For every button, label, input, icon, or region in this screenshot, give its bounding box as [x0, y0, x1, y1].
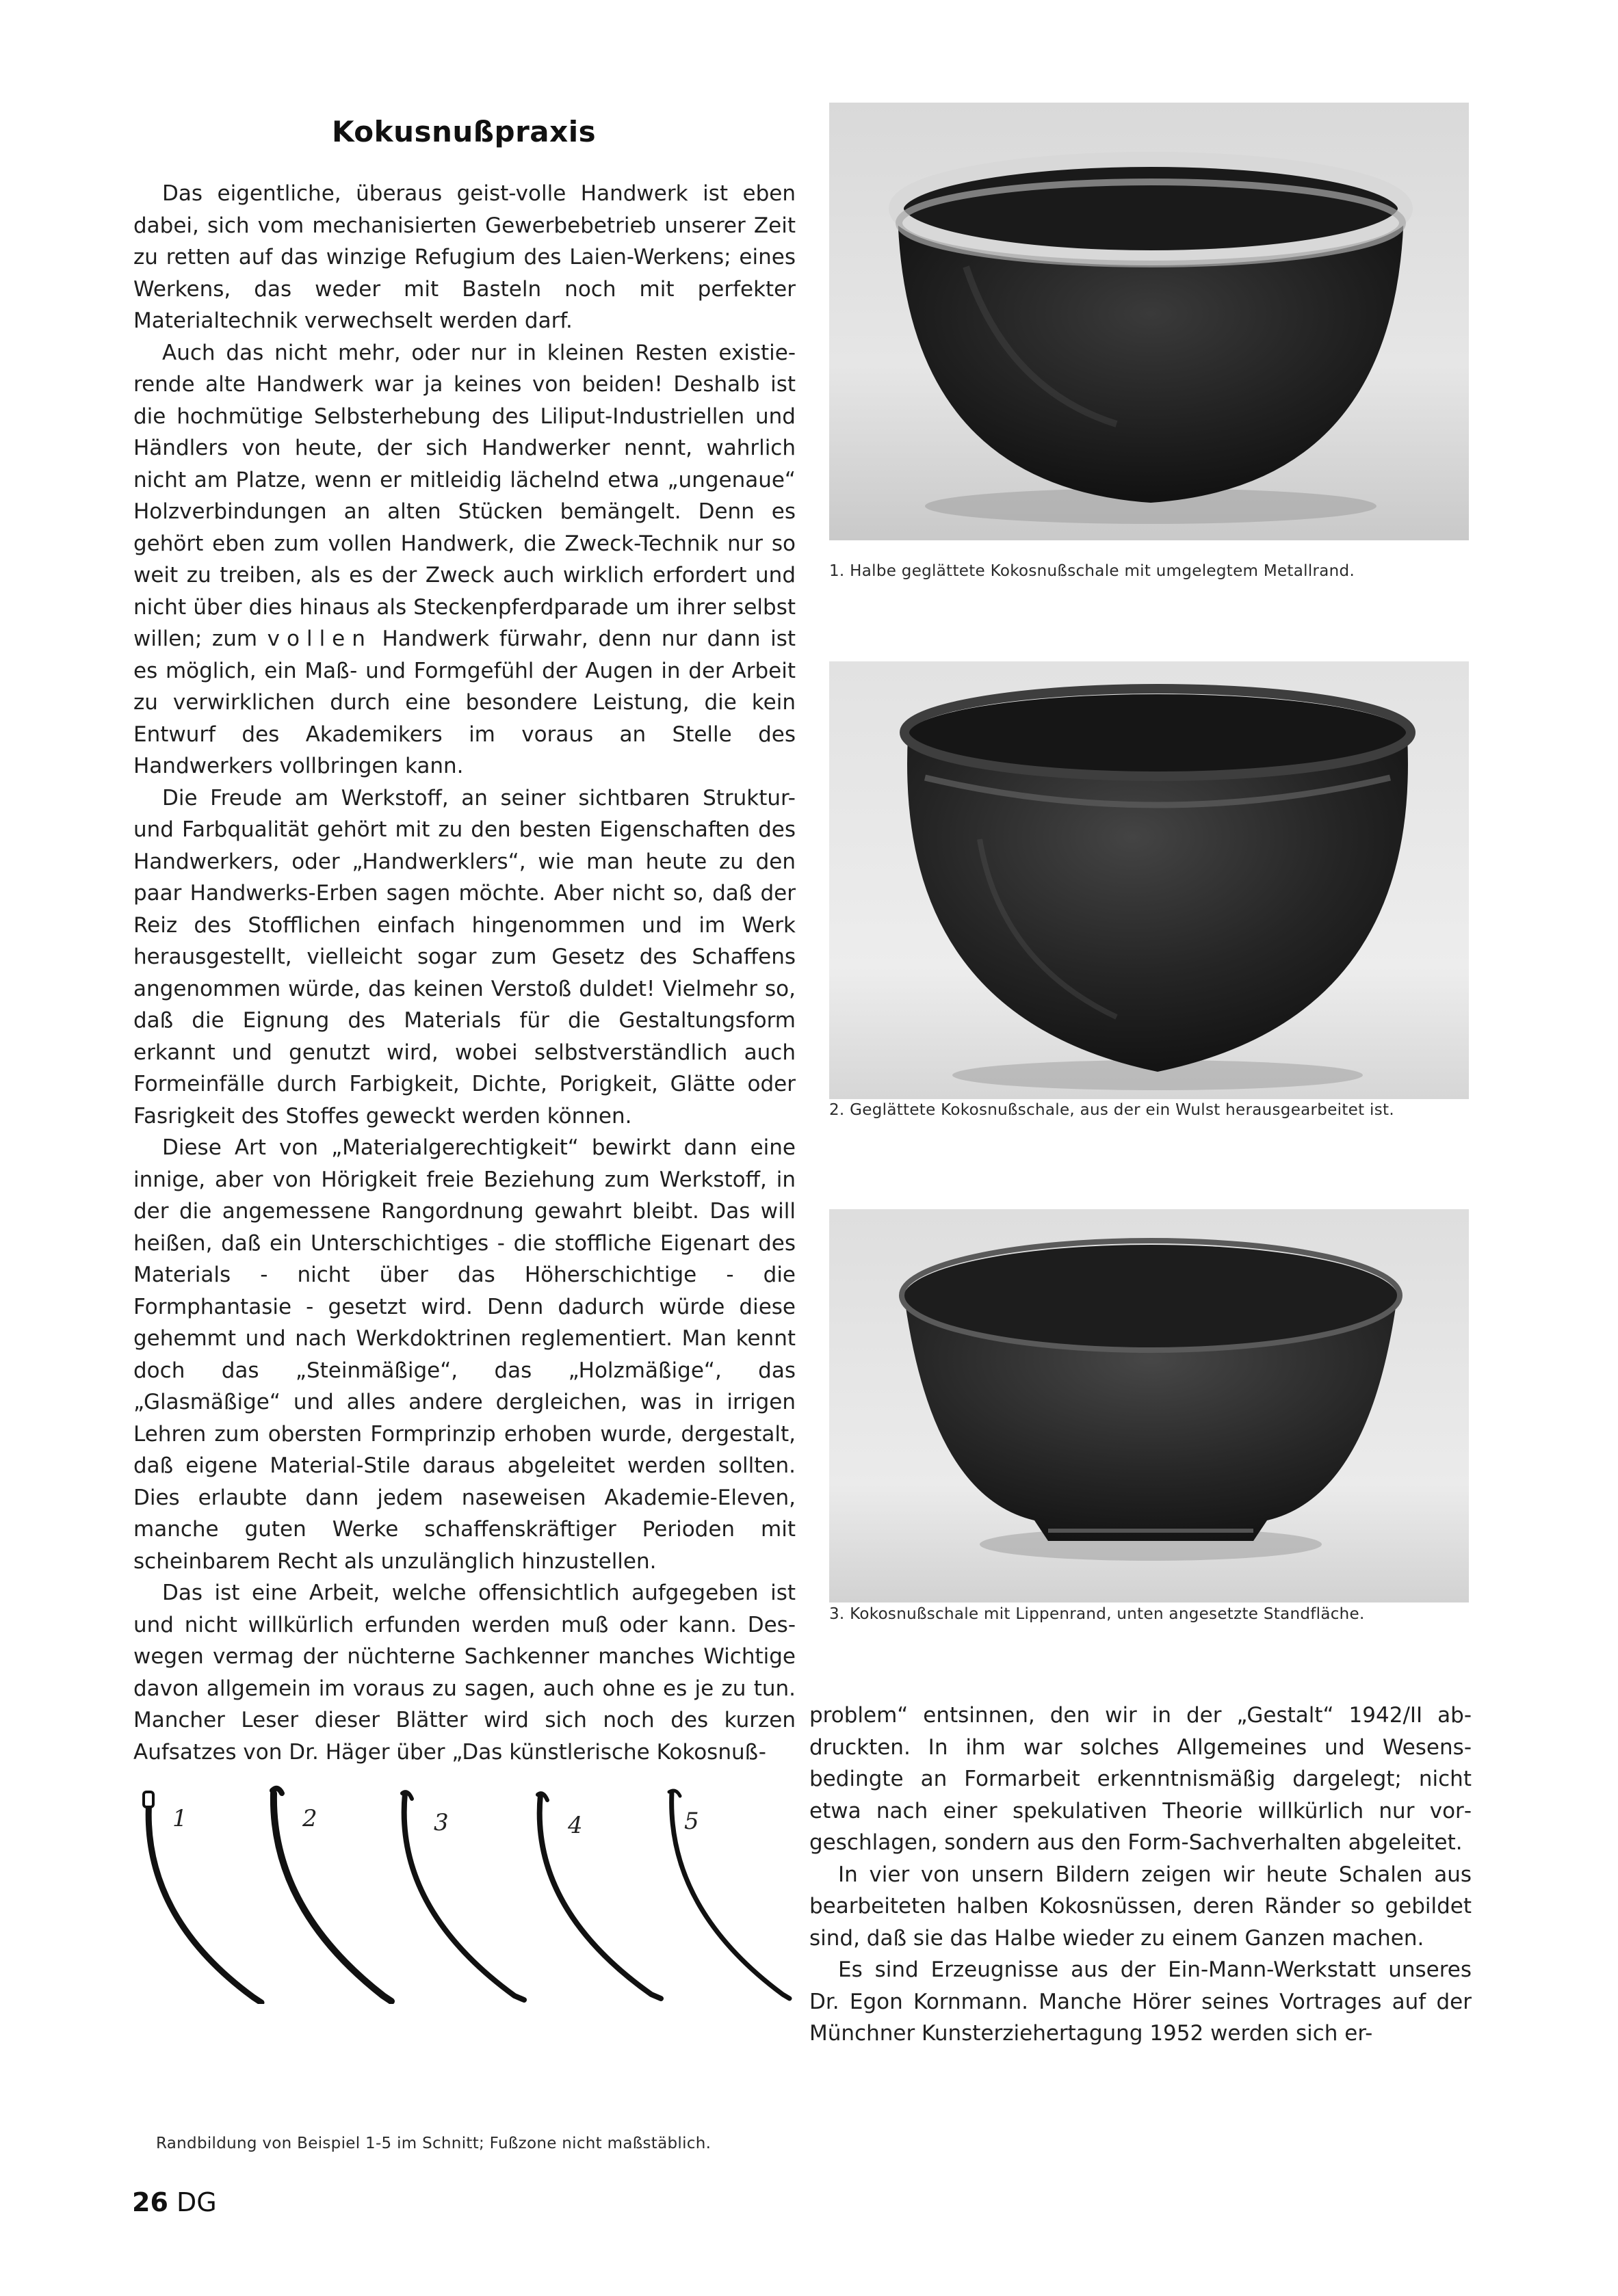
paragraph	[133, 337, 796, 782]
paragraph: Das ist eine Arbeit, welche offensichtlich aufgegeben ist und nicht willkürlich erfunden werden muß oder kann. Deswegen vermag der nüchterne Sachkenner manches Wichtige davon allgemein im voraus zu sagen, auch ohne es je zu tun. Mancher Leser dieser Blätter wird sich noch des kurzen Aufsatzes von Dr. Häger über „Das künstlerische Kokosnuß-	[133, 1581, 796, 1765]
rim-profile-diagram	[137, 1778, 797, 2004]
diagram-label-1: 1	[172, 1805, 187, 1832]
diagram-caption: Randbildung von Beispiel 1-5 im Schnitt; Fußzone nicht maßstäblich.	[156, 2135, 712, 2152]
rim-profile-3	[404, 1793, 524, 2000]
photo-bowl-metal-rim	[829, 103, 1469, 540]
page-number: 26	[132, 2187, 168, 2217]
photo-bowl-lip-rim	[829, 1209, 1469, 1602]
paragraph: Das eigentliche, überaus geist-volle Handwerk ist eben dabei, sich vom mechanisierten Gewerbebetrieb unserer Zeit zu retten auf das winzige Refugium des Laien-Werkens; eines Werkens, das weder mit Basteln noch mit perfekter Materialtechnik verwechselt werden darf.	[133, 181, 796, 333]
paragraph: Die Freude am Werkstoff, an seiner sichtbaren Struktur- und Farbqualität gehört mit zu den besten Eigenschaften des Handwerkers, oder „Handwerklers“, wie man heute zu den paar Handwerks-Erben sagen möchte. Aber nicht so, daß der Reiz des Stofflichen einfach hingenommen und im Werk herausgestellt, vielleicht sogar zum Gesetz des Schaffens angenommen würde, das keinen Verstoß duldet! Vielmehr so, daß die Eignung des Materials für die Gestaltungsform erkannt und genutzt wird, wobei selbstverständlich auch Formeinfälle durch Farbigkeit, Dichte, Porigkeit, Glätte oder Fasrigkeit des Stoffes geweckt werden können.	[133, 785, 796, 1129]
paragraph-text: Handwerk fürwahr, denn nur dann ist es möglich, ein Maß- und Formgefühl der Augen in der Arbeit zu verwirklichen durch eine besondere Leistung, die kein Entwurf des Akademikers im voraus an Stelle des Handwerkers vollbringen kann.	[133, 626, 796, 778]
right-column	[809, 1700, 1472, 2050]
rim-profile-4	[540, 1795, 661, 1998]
diagram-label-4: 4	[568, 1812, 583, 1839]
paragraph: problem“ entsinnen, den wir in der „Gestalt“ 1942/II abdruckten. In ihm war solches Allgemeines und Wesensbedingte an Formarbeit erkenntnismäßig dargelegt; nicht etwa nach einer spekulativen Theorie willkürlich nur vorgeschlagen, sondern aus den Form-Sachverhalten abgeleitet.	[809, 1703, 1472, 1855]
photo-bowl-bead	[829, 661, 1469, 1099]
spaced-word: vollen	[267, 626, 372, 651]
figure-caption: 2. Geglättete Kokosnußschale, aus der ein Wulst herausgearbeitet ist.	[829, 1101, 1394, 1119]
rim-profile-2	[274, 1793, 391, 2001]
page-folio	[132, 2187, 217, 2217]
article-title: Kokusnußpraxis	[332, 115, 597, 149]
rim-profile-1	[148, 1799, 261, 2003]
journal-abbreviation: DG	[176, 2187, 217, 2217]
paragraph-text: Auch das nicht mehr, oder nur in kleinen Resten existierende alte Handwerk war ja keines von beiden! Deshalb ist die hochmütige Selbsterhebung des Liliput-Industriellen und Händlers von heute, der sich Handwerker nennt, wahrlich nicht am Platze, wenn er mitleidig lächelnd etwa „ungenaue“ Holzverbindungen an alten Stücken bemängelt. Denn es gehört eben zum vollen Handwerk, die Zweck-Technik nur so weit zu treiben, als es der Zweck auch wirklich erfordert und nicht über dies hinaus als Steckenpferdparade um ihrer selbst willen; zum	[133, 340, 796, 651]
figure-caption: 3. Kokosnußschale mit Lippenrand, unten angesetzte Standfläche.	[829, 1605, 1365, 1623]
diagram-label-3: 3	[434, 1809, 449, 1836]
paragraph: In vier von unsern Bildern zeigen wir heute Schalen aus bearbeiteten halben Kokosnüssen, deren Ränder so gebildet sind, daß sie das Halbe wieder zu einem Ganzen machen.	[809, 1862, 1472, 1951]
diagram-label-2: 2	[302, 1805, 317, 1832]
diagram-label-5: 5	[684, 1808, 699, 1835]
figure-caption: 1. Halbe geglättete Kokosnußschale mit umgelegtem Metallrand.	[829, 562, 1355, 580]
left-column	[133, 178, 796, 1768]
paragraph: Diese Art von „Materialgerechtigkeit“ bewirkt dann eine innige, aber von Hörigkeit freie Beziehung zum Werkstoff, in der die angemessene Rangordnung gewahrt bleibt. Das will heißen, daß ein Unterschichtiges - die stoffliche Eigenart des Materials - nicht über das Höherschichtige - die Formphantasie - gesetzt wird. Denn dadurch würde diese gehemmt und nach Werkdoktrinen reglementiert. Man kennt doch das „Steinmäßige“, das „Holzmäßige“, das „Glasmäßige“ und alles andere dergleichen, was in irrigen Lehren zum obersten Formprinzip erhoben wurde, dergestalt, daß eigene Material-Stile daraus abgeleitet werden sollten. Dies erlaubte dann jedem naseweisen Akademie-Eleven, manche guten Werke schaffenskräftiger Perioden mit scheinbarem Recht als unzulänglich hinzustellen.	[133, 1135, 796, 1574]
paragraph: Es sind Erzeugnisse aus der Ein-Mann-Werkstatt unseres Dr. Egon Kornmann. Manche Hörer seines Vortrages auf der Münchner Kunsterziehertagung 1952 werden sich er-	[809, 1957, 1472, 2046]
